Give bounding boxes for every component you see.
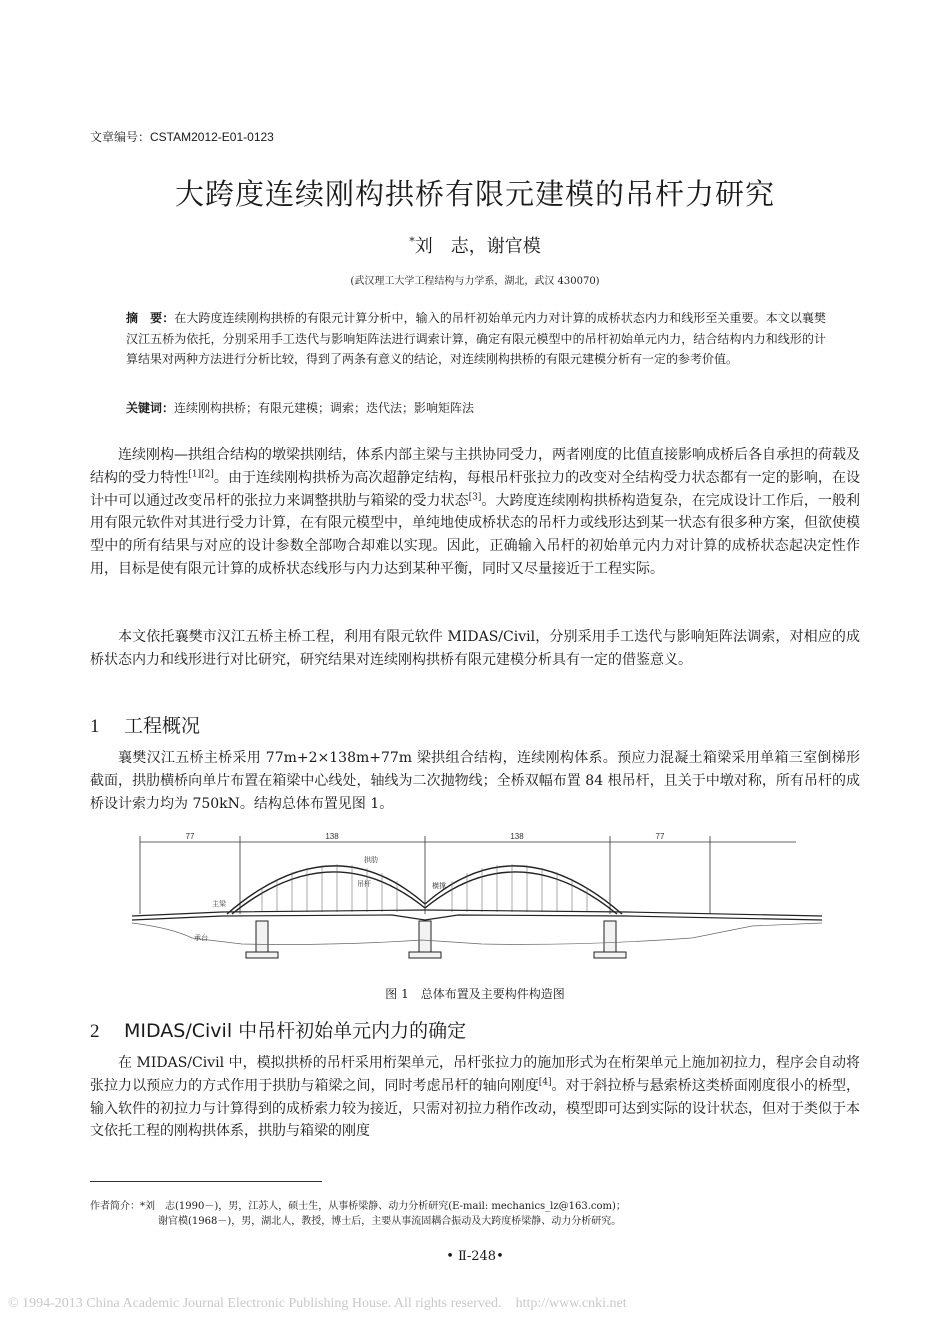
pier-1 — [256, 921, 268, 955]
citation-3: [3] — [468, 491, 482, 502]
page-number: • Ⅱ-248• — [446, 1249, 504, 1264]
label-hanger: 吊杆 — [357, 880, 371, 888]
paper-page — [90, 0, 860, 1344]
section-2-p1-part-a: 在 MIDAS/Civil 中，模拟拱桥的吊杆采用桁架单元，吊杆张拉力的施加形式为在桁架单元上施加初拉力，程序会自动将张拉力以预应力的方式作用于拱肋与箱梁之间，同时考虑吊杆的轴向刚度 — [90, 1055, 860, 1094]
section-2-number: 2 — [90, 1021, 100, 1042]
section-1-paragraph: 襄樊汉江五桥主桥采用 77m+2×138m+77m 梁拱组合结构，连续刚构体系。预应力混凝土箱梁采用单箱三室倒梯形截面，拱肋横桥向单片布置在箱梁中心线处，轴线为二次抛物线；全桥双幅布置 84 根吊杆，且关于中墩对称，所有吊杆的成桥设计索力均为 750kN。结构总体布置见图 1。 — [90, 750, 860, 812]
section-1-heading — [90, 711, 200, 738]
arch-rib-left-upper — [227, 866, 425, 914]
ground-profile — [132, 923, 822, 945]
label-arch: 拱肋 — [364, 856, 378, 864]
dim-label-span-1: 77 — [185, 832, 195, 841]
affiliation: (武汉理工大学工程结构与力学系，湖北，武汉 430070) — [350, 276, 600, 287]
bridge-elevation-figure — [132, 828, 822, 968]
section-2-heading — [90, 1016, 466, 1043]
section-2-paragraph — [90, 1052, 860, 1143]
label-girder: 主梁 — [212, 900, 226, 908]
section-2-p1-part-b: 。对于斜拉桥与悬索桥这类桥面刚度很小的桥型，输入软件的初拉力与计算得到的成桥索力较为接近，只需对初拉力稍作改动，模型即可达到实际的设计状态，但对于类似于本文依托工程的刚构拱体系，拱肋与箱梁的刚度 — [90, 1077, 861, 1140]
keywords-label: 关键词： — [126, 401, 175, 415]
abstract — [126, 308, 826, 370]
intro-p1-part-b: 。由于连续刚构拱桥为高次超静定结构，每根吊杆张拉力的改变对全结构受力状态都有一定的影响，在设计中可以通过改变吊杆的张拉力来调整拱肋与箱梁的受力状态 — [90, 469, 861, 509]
article-number: 文章编号：CSTAM2012-E01-0123 — [90, 130, 274, 144]
copyright-text: © 1994-2013 China Academic Journal Electronic Publishing House. All rights reserved. — [8, 1296, 502, 1311]
intro-p1-part-c: 。大跨度连续刚构拱桥构造复杂，在完成设计工作后，一般利用有限元软件对其进行受力计算，在有限元模型中，单纯地使成桥状态的吊杆力或线形达到某一状态有很多种方案，但欲使模型中的所有结果与对应的设计参数全部吻合却难以实现。因此，正确输入吊杆的初始单元内力对计算的成桥状态起决定性作用，目标是使有限元计算的成桥状态线形与内力达到某种平衡，同时又尽量接近于工程实际。 — [90, 492, 860, 577]
abstract-text: 在大跨度连续刚构拱桥的有限元计算分析中，输入的吊杆初始单元内力对计算的成桥状态内力和线形至关重要。本文以襄樊汉江五桥为依托，分别采用手工迭代与影响矩阵法进行调索计算，确定有限元模型中的吊杆初始单元内力，结合结构内力和线形的计算结果对两种方法进行分析比较，得到了两条有意义的结论，对连续刚构拱桥的有限元建模分析有一定的参考价值。 — [126, 311, 826, 366]
arch-rib-right-lower — [425, 872, 617, 914]
figure-1-caption: 图 1 总体布置及主要构件构造图 — [385, 987, 565, 1001]
corresponding-mark: * — [409, 235, 415, 248]
hangers — [262, 864, 587, 912]
citation-1-2: [1][2] — [188, 469, 214, 480]
keywords — [126, 399, 826, 416]
pile-cap-1 — [246, 952, 278, 958]
footnote-line-1: 作者简介：*刘 志(1990－)，男，江苏人，硕士生，从事桥梁静、动力分析研究(E-mail: mechanics_lz@163.com)； — [90, 1201, 626, 1212]
keywords-text: 连续刚构拱桥；有限元建模；调索；迭代法；影响矩阵法 — [174, 401, 475, 415]
dim-label-span-2: 138 — [325, 832, 339, 841]
section-1-number: 1 — [90, 716, 100, 737]
copyright-watermark — [8, 1296, 948, 1312]
copyright-url[interactable]: http://www.cnki.net — [515, 1296, 627, 1311]
section-1-title: 工程概况 — [124, 715, 201, 737]
author-line — [90, 232, 860, 258]
pier-3 — [604, 921, 616, 955]
intro-paragraph-2: 本文依托襄樊市汉江五桥主桥工程，利用有限元软件 MIDAS/Civil，分别采用手工迭代与影响矩阵法调索，对相应的成桥状态内力和线形进行对比研究，研究结果对连续刚构拱桥有限元建模分析具有一定的借鉴意义。 — [90, 629, 860, 668]
pier-2 — [419, 921, 431, 955]
label-pier: 承台 — [194, 934, 208, 942]
footnote-line-2: 谢官模(1968－)，男，湖北人，教授，博士后，主要从事流固耦合振动及大跨度桥梁静、动力分析研究。 — [158, 1216, 622, 1227]
intro-p1-part-a: 连续刚构—拱组合结构的墩梁拱刚结，体系内部主梁与主拱协同受力，两者刚度的比值直接影响成桥后各自承担的荷载及结构的受力特性 — [90, 447, 860, 486]
paper-title: 大跨度连续刚构拱桥有限元建模的吊杆力研究 — [174, 177, 775, 211]
arch-rib-right-upper — [425, 866, 622, 914]
abstract-label: 摘 要： — [126, 311, 175, 325]
pile-cap-3 — [594, 952, 626, 958]
citation-4: [4] — [538, 1077, 552, 1088]
dimension-lines — [140, 836, 796, 914]
dim-label-span-3: 138 — [510, 832, 524, 841]
intro-paragraph-1 — [90, 444, 860, 581]
footnote-rule — [90, 1181, 322, 1182]
section-2-title: MIDAS/Civil 中吊杆初始单元内力的确定 — [124, 1020, 467, 1042]
dim-label-span-4: 77 — [655, 832, 665, 841]
author-names: 刘 志，谢官模 — [414, 236, 541, 257]
label-wind-brace: 横撑 — [432, 882, 446, 890]
deck-girder-bottom — [132, 915, 822, 920]
arch-rib-left-lower — [232, 872, 425, 914]
pile-cap-2 — [409, 952, 441, 958]
